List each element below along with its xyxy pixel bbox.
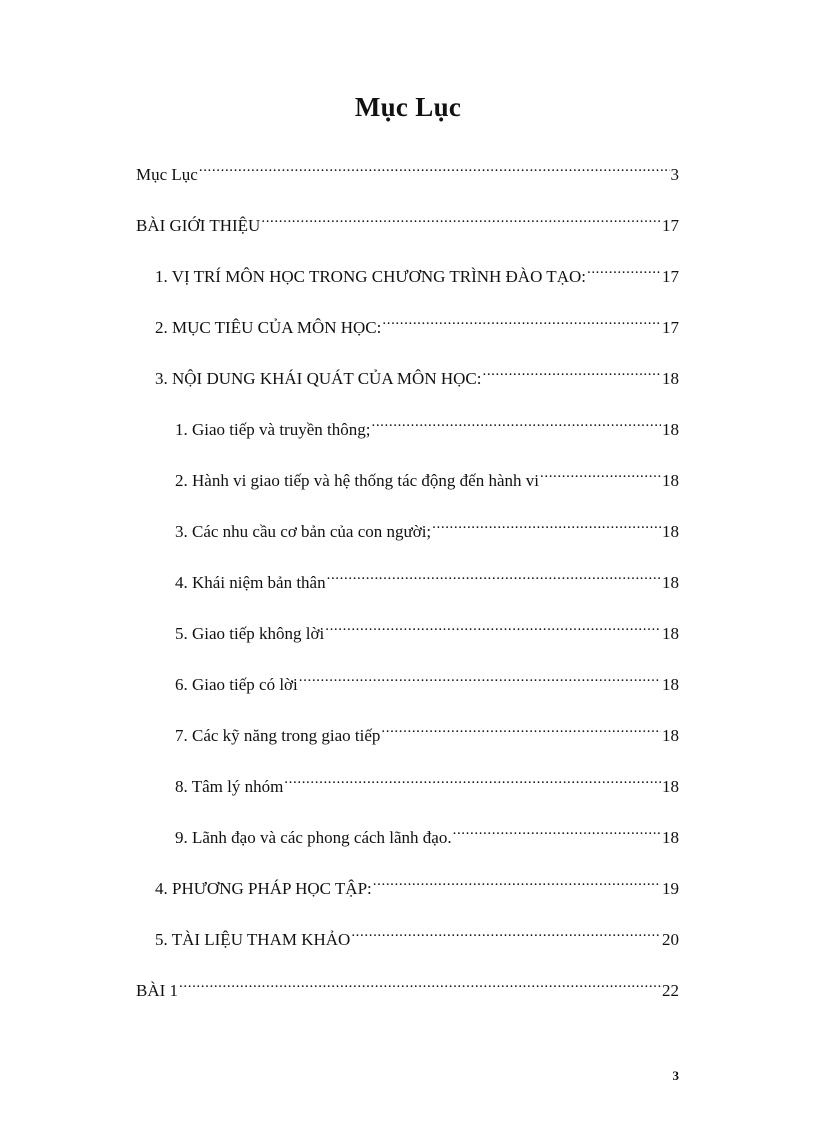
toc-entry-section-5[interactable] — [155, 923, 679, 951]
dot-leader — [587, 260, 661, 282]
dot-leader — [261, 209, 661, 231]
toc-entry-page: 18 — [662, 828, 679, 847]
toc-entry-subsection-6[interactable] — [175, 668, 679, 696]
toc-entry-subsection-7[interactable] — [175, 719, 679, 747]
dot-leader — [453, 821, 661, 843]
toc-entry-page: 18 — [662, 522, 679, 541]
toc-entry-subsection-2[interactable] — [175, 464, 679, 492]
toc-entry-page: 18 — [662, 369, 679, 388]
toc-entry-subsection-8[interactable] — [175, 770, 679, 798]
dot-leader — [325, 617, 661, 639]
toc-entry-page: 18 — [662, 573, 679, 592]
dot-leader — [327, 566, 661, 588]
toc-entry-label: 3. NỘI DUNG KHÁI QUÁT CỦA MÔN HỌC: — [155, 369, 482, 388]
toc-entry-label: 5. TÀI LIỆU THAM KHẢO — [155, 930, 351, 949]
toc-entry-bai-gioi-thieu[interactable] — [136, 209, 679, 237]
toc-entry-subsection-5[interactable] — [175, 617, 679, 645]
toc-entry-section-1[interactable] — [155, 260, 679, 288]
page-number: 3 — [672, 1068, 679, 1083]
toc-entry-muc-luc[interactable] — [136, 158, 679, 186]
toc-entry-label: 5. Giao tiếp không lời — [175, 624, 325, 643]
toc-entry-label: Mục Lục — [136, 165, 198, 184]
dot-leader — [381, 719, 661, 741]
toc-entry-label: 2. MỤC TIÊU CỦA MÔN HỌC: — [155, 318, 382, 337]
toc-entry-page: 18 — [662, 624, 679, 643]
page-title: Mục Lục — [354, 92, 462, 122]
toc-entry-bai-1[interactable] — [136, 974, 679, 1002]
toc-entry-page: 18 — [662, 675, 679, 694]
dot-leader — [482, 362, 661, 384]
toc-entry-label: 8. Tâm lý nhóm — [175, 777, 284, 796]
dot-leader — [199, 158, 670, 180]
toc-entry-page: 18 — [662, 777, 679, 796]
dot-leader — [351, 923, 661, 945]
toc-entry-section-3[interactable] — [155, 362, 679, 390]
dot-leader — [382, 311, 661, 333]
toc-entry-label: 3. Các nhu cầu cơ bản của con người; — [175, 522, 432, 541]
toc-entry-label: BÀI 1 — [136, 981, 179, 1000]
dot-leader — [373, 872, 661, 894]
toc-entry-label: BÀI GIỚI THIỆU — [136, 216, 261, 235]
toc-entry-section-4[interactable] — [155, 872, 679, 900]
toc-entry-page: 17 — [662, 216, 679, 235]
toc-entry-page: 18 — [662, 420, 679, 439]
dot-leader — [284, 770, 661, 792]
toc-entry-section-2[interactable] — [155, 311, 679, 339]
toc-entry-label: 6. Giao tiếp có lời — [175, 675, 298, 694]
toc-entry-subsection-1[interactable] — [175, 413, 679, 441]
toc-entry-page: 17 — [662, 318, 679, 337]
toc-entry-page: 3 — [670, 165, 679, 184]
dot-leader — [299, 668, 661, 690]
toc-entry-label: 9. Lãnh đạo và các phong cách lãnh đạo. — [175, 828, 452, 847]
dot-leader — [179, 974, 661, 996]
toc-entry-page: 17 — [662, 267, 679, 286]
toc-entry-page: 22 — [662, 981, 679, 1000]
toc-entry-label: 7. Các kỹ năng trong giao tiếp — [175, 726, 381, 745]
dot-leader — [371, 413, 661, 435]
dot-leader — [540, 464, 661, 486]
toc-entry-label: 4. Khái niệm bản thân — [175, 573, 326, 592]
dot-leader — [432, 515, 661, 537]
toc-entry-label: 2. Hành vi giao tiếp và hệ thống tác động đến hành vi — [175, 471, 539, 490]
toc-entry-page: 18 — [662, 471, 679, 490]
toc-entry-label: 1. Giao tiếp và truyền thông; — [175, 420, 371, 439]
toc-entry-page: 18 — [662, 726, 679, 745]
toc-entry-label: 4. PHƯƠNG PHÁP HỌC TẬP: — [155, 879, 372, 898]
toc-entry-page: 20 — [662, 930, 679, 949]
toc-entry-label: 1. VỊ TRÍ MÔN HỌC TRONG CHƯƠNG TRÌNH ĐÀO TẠO: — [155, 267, 586, 286]
toc-entry-subsection-4[interactable] — [175, 566, 679, 594]
toc-entry-subsection-9[interactable] — [175, 821, 679, 849]
toc-entry-subsection-3[interactable] — [175, 515, 679, 543]
toc-entry-page: 19 — [662, 879, 679, 898]
